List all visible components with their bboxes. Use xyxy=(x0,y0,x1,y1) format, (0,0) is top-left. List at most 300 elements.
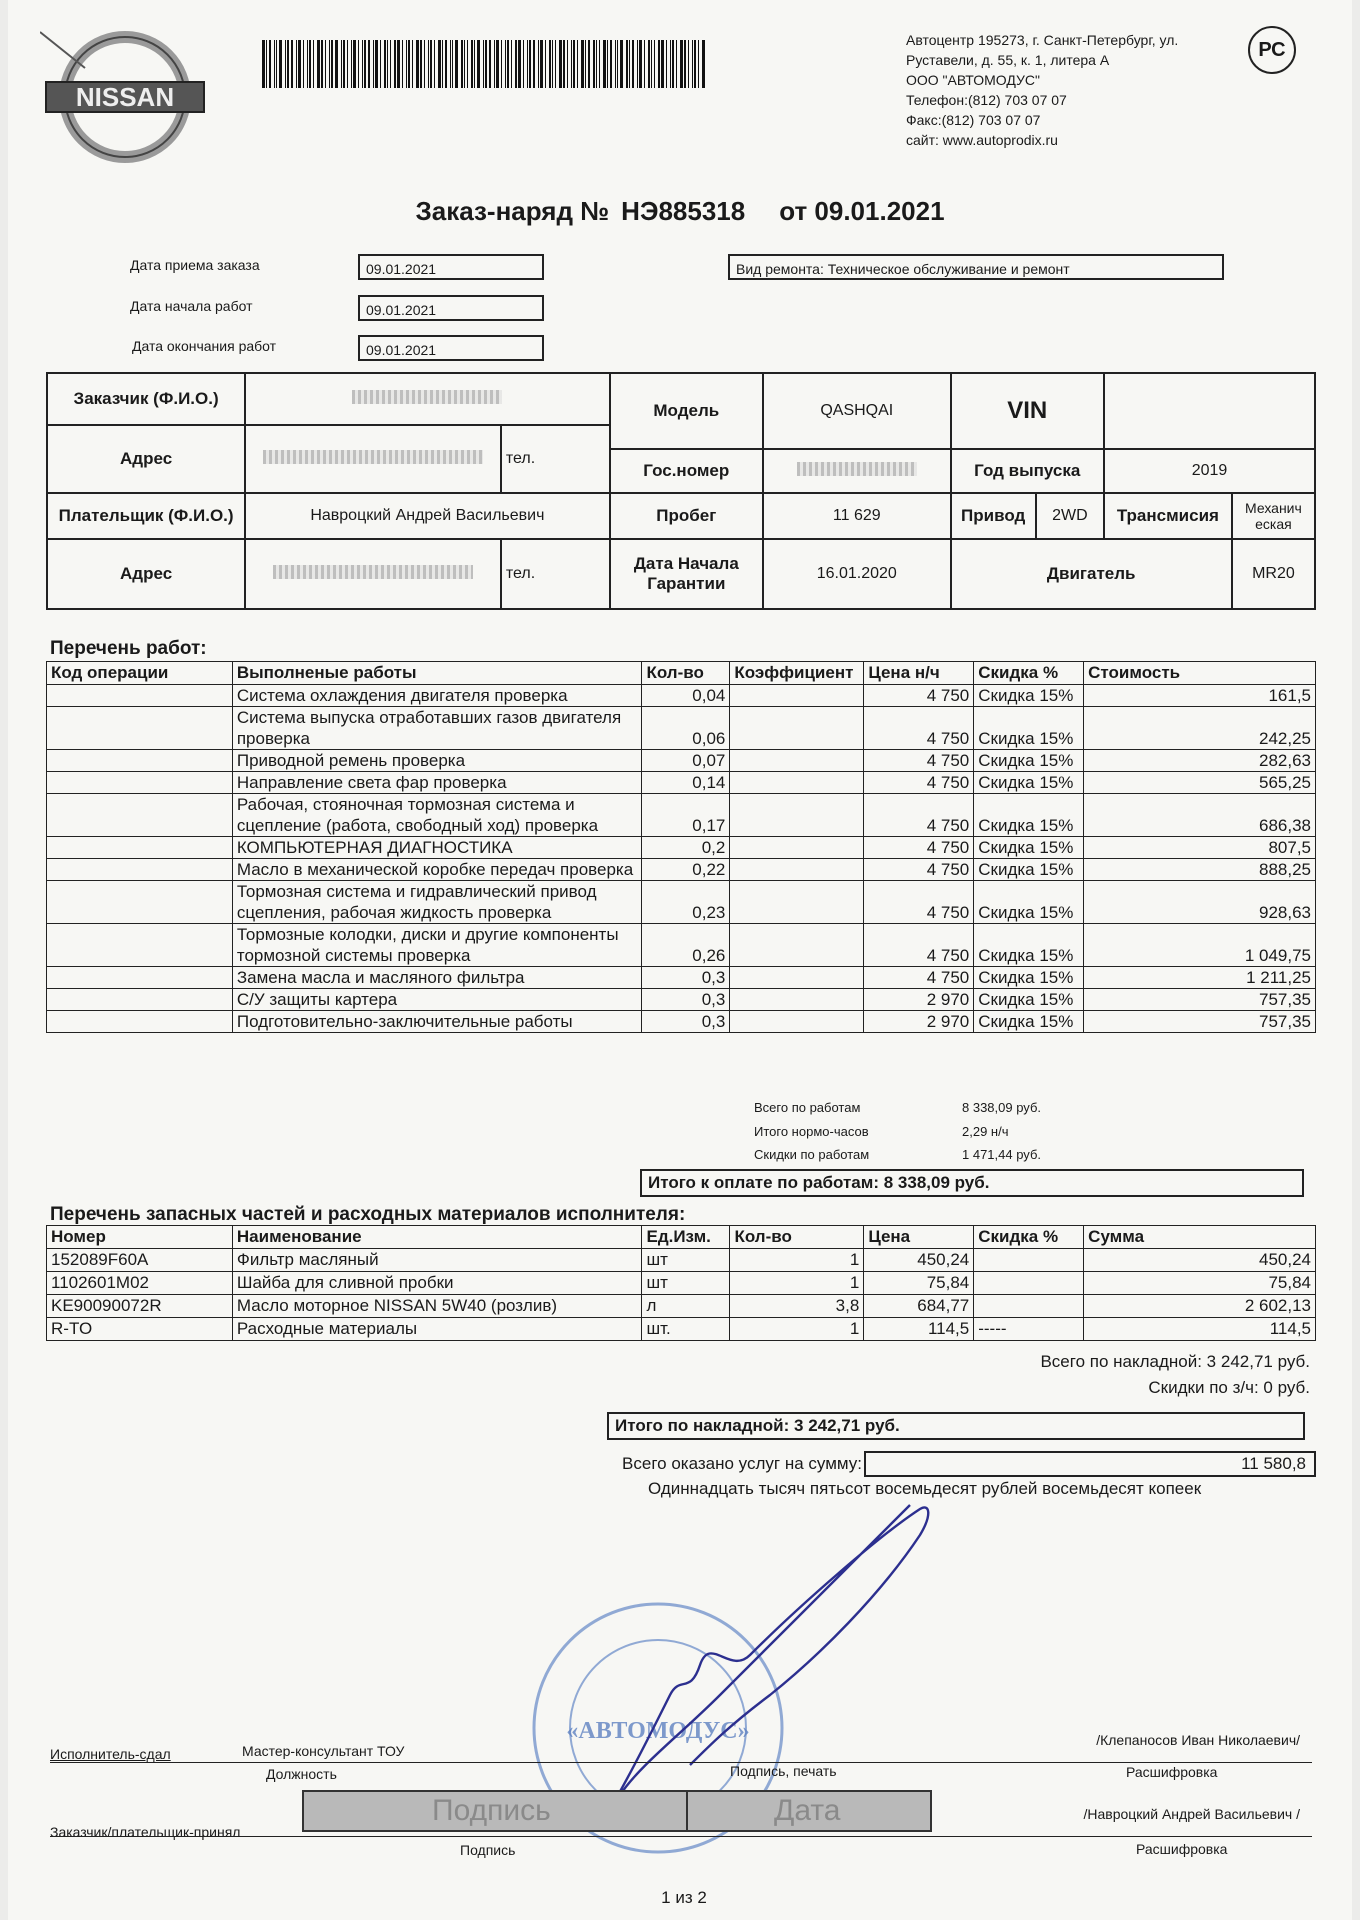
barcode-bar xyxy=(523,40,524,88)
works-total-value: 8 338,09 руб. xyxy=(962,1100,1042,1115)
customer-name-redacted xyxy=(245,373,609,425)
barcode-bar xyxy=(552,40,553,88)
barcode-bar xyxy=(527,40,528,88)
barcode-bar xyxy=(661,40,664,88)
warranty-label: Дата Начала Гарантии xyxy=(610,539,763,609)
barcode-bar xyxy=(644,40,645,88)
works-cell-qty: 0,22 xyxy=(642,859,730,881)
company-line: ООО "АВТОМОДУС" xyxy=(906,72,1040,88)
hours-label: Итого нормо-часов xyxy=(754,1124,869,1139)
works-cell-name: С/У защиты картера xyxy=(232,989,642,1011)
barcode-bar xyxy=(515,40,517,88)
works-cell-name: Приводной ремень проверка xyxy=(232,750,642,772)
barcode-bar xyxy=(549,40,551,88)
works-total-label: Всего по работам xyxy=(754,1100,861,1115)
parts-cell-qty: 1 xyxy=(730,1272,864,1295)
barcode-bar xyxy=(266,40,267,88)
barcode-bar xyxy=(672,40,674,88)
parts-header-unit: Ед.Изм. xyxy=(642,1226,730,1249)
works-cell-cost: 161,5 xyxy=(1084,685,1316,707)
works-cell-discount: Скидка 15% xyxy=(974,772,1084,794)
parts-header-price: Цена xyxy=(864,1226,974,1249)
barcode-bar xyxy=(489,40,491,88)
barcode-bar xyxy=(364,40,366,88)
barcode-bar xyxy=(676,40,677,88)
works-cell-discount: Скидка 15% xyxy=(974,859,1084,881)
barcode-bar xyxy=(563,40,565,88)
works-cell-coef xyxy=(730,750,864,772)
barcode-bar xyxy=(467,40,468,88)
barcode-bar xyxy=(545,40,546,88)
works-cell-code xyxy=(47,685,233,707)
works-cell-code xyxy=(47,837,233,859)
works-row xyxy=(47,967,1316,989)
barcode-bar xyxy=(474,40,475,88)
sign-date-divider xyxy=(686,1792,688,1830)
works-cell-coef xyxy=(730,772,864,794)
barcode-bar xyxy=(390,40,391,88)
works-cell-discount: Скидка 15% xyxy=(974,685,1084,707)
order-date-field: 09.01.2021 xyxy=(358,254,544,280)
barcode-bar xyxy=(309,40,311,88)
company-line: Телефон:(812) 703 07 07 xyxy=(906,92,1067,108)
barcode-bar xyxy=(455,40,458,88)
svg-text:NISSAN: NISSAN xyxy=(75,82,175,112)
payer-tel-label: тел. xyxy=(501,539,610,609)
barcode-bar xyxy=(347,40,348,88)
company-line: сайт: www.autoprodix.ru xyxy=(906,132,1058,148)
address-label: Адрес xyxy=(47,425,245,493)
barcode-bar xyxy=(373,40,374,88)
year-label: Год выпуска xyxy=(951,449,1104,493)
barcode-bar xyxy=(387,40,388,88)
works-cell-cost: 807,5 xyxy=(1084,837,1316,859)
works-cell-qty: 0,3 xyxy=(642,989,730,1011)
barcode-bar xyxy=(581,40,584,88)
customer-name: /Навроцкий Андрей Васильевич / xyxy=(1083,1806,1300,1822)
barcode-bar xyxy=(445,40,447,88)
handwritten-signature xyxy=(560,1495,980,1835)
mileage-value: 11 629 xyxy=(763,493,951,539)
parts-cell-sum: 75,84 xyxy=(1084,1272,1316,1295)
works-cell-cost: 757,35 xyxy=(1084,989,1316,1011)
parts-cell-number: KE90090072R xyxy=(47,1295,233,1318)
company-line: Автоцентр 195273, г. Санкт-Петербург, ул. xyxy=(906,32,1179,48)
barcode-bar xyxy=(464,40,465,88)
position-caption: Должность xyxy=(266,1766,337,1782)
barcode-bar xyxy=(694,40,696,88)
works-cell-qty: 0,06 xyxy=(642,707,730,750)
barcode-bar xyxy=(507,40,509,88)
works-row xyxy=(47,881,1316,924)
works-header-code: Код операции xyxy=(47,662,233,685)
works-cell-qty: 0,26 xyxy=(642,924,730,967)
works-table xyxy=(46,661,1316,1033)
parts-cell-price: 450,24 xyxy=(864,1249,974,1272)
works-cell-code xyxy=(47,1011,233,1033)
drive-value: 2WD xyxy=(1036,493,1104,539)
plate-label: Гос.номер xyxy=(610,449,763,493)
barcode-bar xyxy=(380,40,381,88)
parts-cell-unit: л xyxy=(642,1295,730,1318)
company-line: Факс:(812) 703 07 07 xyxy=(906,112,1041,128)
works-cell-discount: Скидка 15% xyxy=(974,794,1084,837)
barcode-bar xyxy=(428,40,429,88)
barcode-bar xyxy=(702,40,705,88)
barcode-bar xyxy=(406,40,407,88)
barcode-bar xyxy=(577,40,578,88)
services-total-value: 11 580,8 xyxy=(864,1451,1316,1477)
parts-cell-discount xyxy=(974,1249,1084,1272)
works-cell-qty: 0,04 xyxy=(642,685,730,707)
barcode-bar xyxy=(335,40,338,88)
barcode-bar xyxy=(529,40,531,88)
barcode-bar xyxy=(341,40,342,88)
sign-date-field xyxy=(302,1790,932,1832)
barcode-bar xyxy=(313,40,314,88)
works-header-coef: Коэффициент xyxy=(730,662,864,685)
barcode-bar xyxy=(394,40,396,88)
works-row xyxy=(47,1011,1316,1033)
hours-value: 2,29 н/ч xyxy=(962,1124,1009,1139)
parts-cell-sum: 450,24 xyxy=(1084,1249,1316,1272)
works-header-qty: Кол-во xyxy=(642,662,730,685)
parts-cell-name: Фильтр масляный xyxy=(232,1249,642,1272)
parts-cell-sum: 2 602,13 xyxy=(1084,1295,1316,1318)
parts-cell-qty: 3,8 xyxy=(730,1295,864,1318)
parts-cell-sum: 114,5 xyxy=(1084,1318,1316,1341)
works-row xyxy=(47,859,1316,881)
barcode-bar xyxy=(615,40,616,88)
barcode-bar xyxy=(450,40,451,88)
parts-cell-unit: шт. xyxy=(642,1318,730,1341)
works-cell-cost: 1 049,75 xyxy=(1084,924,1316,967)
barcode-bar xyxy=(343,40,345,88)
barcode-bar xyxy=(279,40,282,88)
position-value: Мастер-консультант ТОУ xyxy=(242,1743,405,1759)
works-cell-code xyxy=(47,750,233,772)
engine-label: Двигатель xyxy=(951,539,1232,609)
parts-row xyxy=(47,1318,1316,1341)
payer-label: Плательщик (Ф.И.О.) xyxy=(47,493,245,539)
payer-name: Навроцкий Андрей Васильевич xyxy=(245,493,609,539)
payer-address-label: Адрес xyxy=(47,539,245,609)
works-cell-discount: Скидка 15% xyxy=(974,989,1084,1011)
parts-cell-name: Шайба для сливной пробки xyxy=(232,1272,642,1295)
barcode-bar xyxy=(329,40,330,88)
works-discount-label: Скидки по работам xyxy=(754,1147,870,1162)
barcode-bar xyxy=(603,40,606,88)
model-label: Модель xyxy=(610,373,763,449)
works-cell-price: 4 750 xyxy=(864,859,974,881)
barcode-bar xyxy=(654,40,655,88)
barcode-bar xyxy=(438,40,441,88)
sign-stamp-caption: Подпись, печать xyxy=(730,1763,837,1779)
works-cell-name: Масло в механической коробке передач проверка xyxy=(232,859,642,881)
works-cell-price: 4 750 xyxy=(864,772,974,794)
tel-label: тел. xyxy=(501,425,610,493)
barcode-bar xyxy=(688,40,689,88)
parts-cell-discount xyxy=(974,1295,1084,1318)
barcode-bar xyxy=(416,40,419,88)
repair-type-field: Вид ремонта: Техническое обслуживание и ремонт xyxy=(728,254,1224,280)
works-header-cost: Стоимость xyxy=(1084,662,1316,685)
works-cell-price: 4 750 xyxy=(864,685,974,707)
works-header-name: Выполненые работы xyxy=(232,662,642,685)
works-cell-price: 4 750 xyxy=(864,707,974,750)
works-section-title: Перечень работ: xyxy=(50,638,207,659)
year-value: 2019 xyxy=(1104,449,1315,493)
services-total-label: Всего оказано услуг на сумму: xyxy=(622,1454,862,1473)
page-title xyxy=(0,196,1360,227)
barcode-bar xyxy=(358,40,359,88)
page-number: 1 из 2 xyxy=(661,1888,707,1907)
barcode-bar xyxy=(559,40,562,88)
works-cell-code xyxy=(47,881,233,924)
works-cell-coef xyxy=(730,837,864,859)
barcode-bar xyxy=(291,40,293,88)
order-date: от 09.01.2021 xyxy=(779,196,945,226)
works-cell-price: 4 750 xyxy=(864,750,974,772)
date-placeholder: Дата xyxy=(774,1794,841,1827)
works-cell-code xyxy=(47,707,233,750)
works-row xyxy=(47,750,1316,772)
barcode-bar xyxy=(384,40,386,88)
customer-label: Заказчик (Ф.И.О.) xyxy=(47,373,245,425)
works-cell-qty: 0,3 xyxy=(642,1011,730,1033)
barcode-bar xyxy=(274,40,275,88)
sign-caption: Подпись xyxy=(460,1842,516,1858)
works-row xyxy=(47,707,1316,750)
barcode-bar xyxy=(368,40,370,88)
barcode-bar xyxy=(483,40,484,88)
barcode-bar xyxy=(424,40,425,88)
works-cell-code xyxy=(47,772,233,794)
works-cell-coef xyxy=(730,685,864,707)
barcode-bar xyxy=(626,40,628,88)
barcode-bar xyxy=(430,40,432,88)
works-cell-cost: 757,35 xyxy=(1084,1011,1316,1033)
barcode-bar xyxy=(285,40,286,88)
parts-cell-number: 1102601M02 xyxy=(47,1272,233,1295)
executor-sign-line xyxy=(50,1762,1312,1763)
parts-header-name: Наименование xyxy=(232,1226,642,1249)
barcode-bar xyxy=(485,40,487,88)
parts-header-sum: Сумма xyxy=(1084,1226,1316,1249)
barcode-bar xyxy=(402,40,403,88)
works-cell-discount: Скидка 15% xyxy=(974,1011,1084,1033)
works-row xyxy=(47,837,1316,859)
parts-cell-qty: 1 xyxy=(730,1318,864,1341)
works-cell-code xyxy=(47,859,233,881)
works-cell-qty: 0,3 xyxy=(642,967,730,989)
barcode-bar xyxy=(658,40,660,88)
barcode-bar xyxy=(296,40,297,88)
barcode-bar xyxy=(684,40,686,88)
barcode-bar xyxy=(477,40,480,88)
works-header-discount: Скидка % xyxy=(974,662,1084,685)
parts-section-title: Перечень запасных частей и расходных материалов исполнителя: xyxy=(50,1204,686,1225)
parts-discount-line: Скидки по з/ч: 0 руб. xyxy=(1148,1378,1310,1397)
barcode-bar xyxy=(692,40,693,88)
works-cell-price: 2 970 xyxy=(864,989,974,1011)
barcode-bar xyxy=(269,40,271,88)
works-cell-cost: 928,63 xyxy=(1084,881,1316,924)
parts-cell-discount: ----- xyxy=(974,1318,1084,1341)
barcode-bar xyxy=(571,40,572,88)
barcode-bar xyxy=(494,40,495,88)
barcode-bar xyxy=(276,40,277,88)
parts-header-discount: Скидка % xyxy=(974,1226,1084,1249)
barcode-bar xyxy=(648,40,650,88)
company-info xyxy=(906,30,1256,150)
certification-mark-icon: РС xyxy=(1248,26,1296,74)
order-date-label: Дата приема заказа xyxy=(130,257,260,273)
barcode-bar xyxy=(593,40,595,88)
company-line: Руставели, д. 55, к. 1, литера А xyxy=(906,52,1110,68)
customer-sign-line xyxy=(50,1836,1312,1837)
nissan-logo xyxy=(40,28,210,166)
barcode-bar xyxy=(632,40,634,88)
works-cell-cost: 1 211,25 xyxy=(1084,967,1316,989)
parts-header-qty: Кол-во xyxy=(730,1226,864,1249)
works-cell-discount: Скидка 15% xyxy=(974,707,1084,750)
works-cell-code xyxy=(47,989,233,1011)
executor-label: Исполнитель-сдал xyxy=(50,1746,171,1762)
barcode-bar xyxy=(540,40,543,88)
barcode-bar xyxy=(666,40,667,88)
works-cell-cost: 888,25 xyxy=(1084,859,1316,881)
barcode xyxy=(262,40,862,88)
sign-placeholder: Подпись xyxy=(432,1794,551,1827)
works-cell-code xyxy=(47,794,233,837)
barcode-bar xyxy=(353,40,356,88)
works-cell-name: Тормозная система и гидравлический привод сцепления, рабочая жидкость проверка xyxy=(232,881,642,924)
works-row xyxy=(47,772,1316,794)
parts-cell-number: R-TO xyxy=(47,1318,233,1341)
drive-label: Привод xyxy=(951,493,1036,539)
works-cell-name: Направление света фар проверка xyxy=(232,772,642,794)
barcode-bar xyxy=(607,40,608,88)
works-cell-discount: Скидка 15% xyxy=(974,750,1084,772)
mileage-label: Пробег xyxy=(610,493,763,539)
payer-address-redacted xyxy=(245,539,501,609)
barcode-bar xyxy=(496,40,499,88)
works-cell-cost: 686,38 xyxy=(1084,794,1316,837)
barcode-bar xyxy=(362,40,363,88)
executor-name: /Клепаносов Иван Николаевич/ xyxy=(1096,1732,1300,1748)
works-cell-qty: 0,14 xyxy=(642,772,730,794)
barcode-bar xyxy=(599,40,600,88)
model-value: QASHQAI xyxy=(763,373,951,449)
works-cell-name: Замена масла и масляного фильтра xyxy=(232,967,642,989)
works-header-price: Цена н/ч xyxy=(864,662,974,685)
works-cell-coef xyxy=(730,989,864,1011)
barcode-bar xyxy=(501,40,502,88)
barcode-bar xyxy=(555,40,556,88)
barcode-bar xyxy=(303,40,304,88)
transmission-label: Трансмисия xyxy=(1104,493,1232,539)
parts-row xyxy=(47,1295,1316,1318)
barcode-bar xyxy=(505,40,506,88)
works-cell-discount: Скидка 15% xyxy=(974,881,1084,924)
parts-row xyxy=(47,1249,1316,1272)
amount-in-words: Одиннадцать тысяч пятьсот восемьдесят рублей восемьдесят копеек xyxy=(648,1479,1202,1498)
works-cell-name: Система охлаждения двигателя проверка xyxy=(232,685,642,707)
works-cell-price: 2 970 xyxy=(864,1011,974,1033)
barcode-bar xyxy=(420,40,422,88)
parts-cell-discount xyxy=(974,1272,1084,1295)
works-cell-cost: 565,25 xyxy=(1084,772,1316,794)
barcode-bar xyxy=(698,40,699,88)
barcode-bar xyxy=(412,40,413,88)
works-body xyxy=(47,685,1316,1033)
order-number: НЭ885318 xyxy=(621,196,746,226)
parts-cell-price: 114,5 xyxy=(864,1318,974,1341)
barcode-bar xyxy=(680,40,683,88)
barcode-bar xyxy=(620,40,623,88)
barcode-bar xyxy=(298,40,301,88)
title-prefix: Заказ-наряд № xyxy=(415,196,610,226)
barcode-bar xyxy=(452,40,453,88)
barcode-bar xyxy=(442,40,443,88)
parts-table xyxy=(46,1225,1316,1341)
barcode-bar xyxy=(287,40,289,88)
barcode-bar xyxy=(461,40,463,88)
barcode-bar xyxy=(408,40,410,88)
works-cell-qty: 0,23 xyxy=(642,881,730,924)
end-date-label: Дата окончания работ xyxy=(132,338,277,354)
decode-caption-2: Расшифровка xyxy=(1136,1841,1228,1857)
barcode-bar xyxy=(588,40,590,88)
works-cell-name: Тормозные колодки, диски и другие компоненты тормозной системы проверка xyxy=(232,924,642,967)
warranty-value: 16.01.2020 xyxy=(763,539,951,609)
works-cell-coef xyxy=(730,967,864,989)
works-cell-name: Подготовительно-заключительные работы xyxy=(232,1011,642,1033)
works-cell-qty: 0,17 xyxy=(642,794,730,837)
barcode-bar xyxy=(511,40,512,88)
barcode-bar xyxy=(567,40,568,88)
works-cell-discount: Скидка 15% xyxy=(974,837,1084,859)
parts-header-number: Номер xyxy=(47,1226,233,1249)
barcode-bar xyxy=(533,40,535,88)
barcode-bar xyxy=(518,40,521,88)
decode-caption: Расшифровка xyxy=(1126,1764,1218,1780)
barcode-bar xyxy=(351,40,352,88)
works-cell-coef xyxy=(730,924,864,967)
barcode-bar xyxy=(538,40,539,88)
vin-value xyxy=(1104,373,1315,449)
works-cell-coef xyxy=(730,794,864,837)
works-pay-total: Итого к оплате по работам: 8 338,09 руб. xyxy=(640,1169,1304,1197)
customer-accept-label: Заказчик/плательщик-принял xyxy=(50,1824,241,1840)
parts-cell-name: Масло моторное NISSAN 5W40 (розлив) xyxy=(232,1295,642,1318)
works-discount-value: 1 471,44 руб. xyxy=(962,1147,1042,1162)
barcode-bar xyxy=(629,40,630,88)
barcode-bar xyxy=(573,40,575,88)
barcode-bar xyxy=(610,40,612,88)
barcode-bar xyxy=(670,40,671,88)
address-redacted xyxy=(245,425,501,493)
transmission-value: Механич еская xyxy=(1232,493,1315,539)
barcode-bar xyxy=(434,40,435,88)
parts-body xyxy=(47,1249,1316,1341)
works-row xyxy=(47,685,1316,707)
parts-cell-price: 684,77 xyxy=(864,1295,974,1318)
parts-cell-unit: шт xyxy=(642,1272,730,1295)
start-date-field: 09.01.2021 xyxy=(358,295,544,321)
barcode-bar xyxy=(331,40,333,88)
